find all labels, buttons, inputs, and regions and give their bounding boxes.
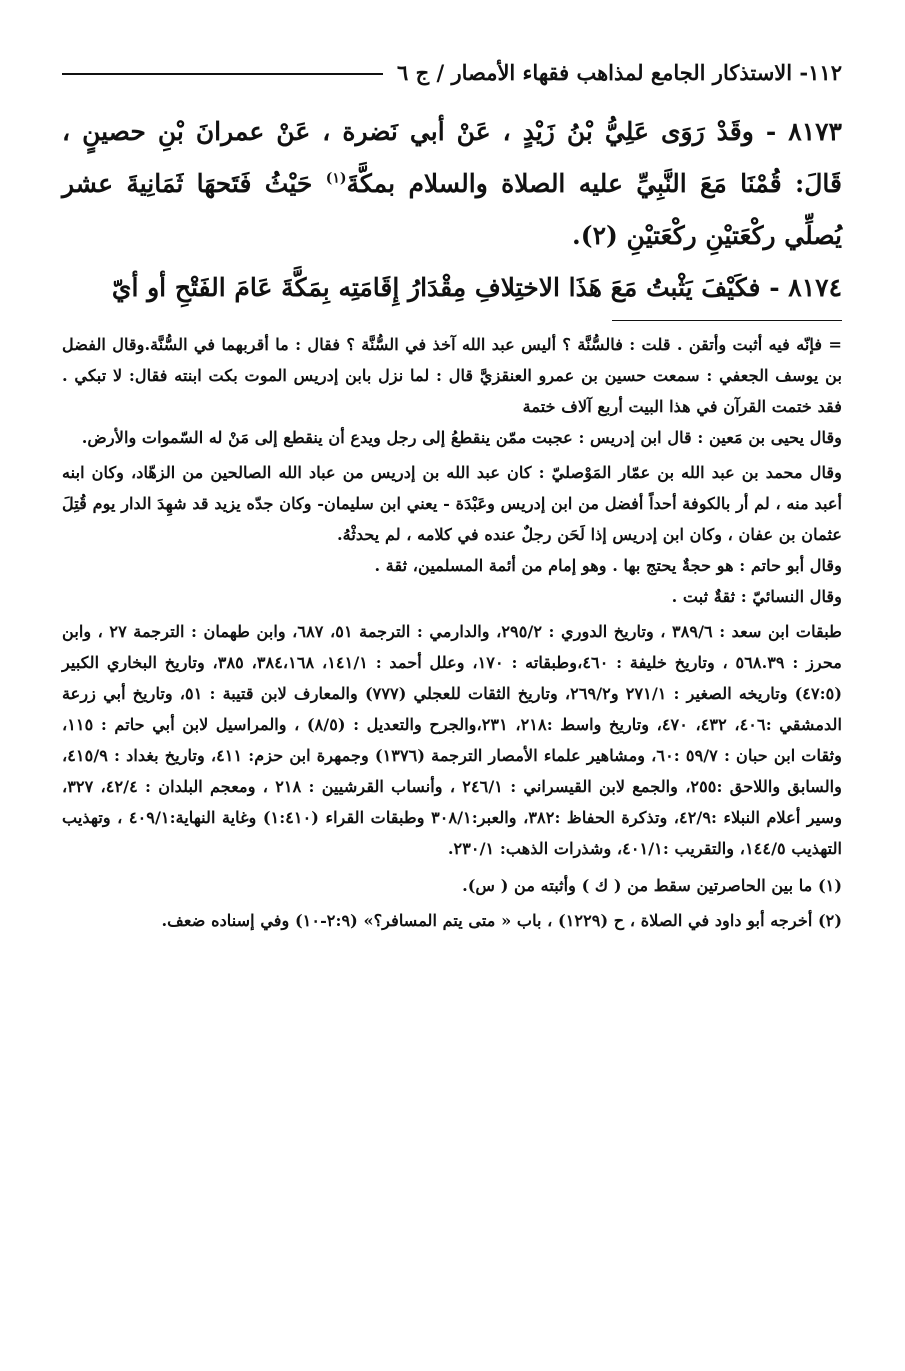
footnote-1: (١) ما بين الحاصرتين سقط من ( ك ) وأثبته من ( س).: [462, 876, 842, 895]
note-paragraph: وقال النسائيّ : ثقةٌ ثبت .: [671, 587, 842, 606]
main-text: [62, 106, 842, 314]
paragraph-text-cont: حَيْثُ فَتَحهَا ثَمَانِيةَ عشر يُصلِّي ركْعَتيْنِ ركْعَتيْنِ (٢).: [62, 169, 842, 250]
footnote-2: (٢) أخرجه أبو داود في الصلاة ، ح (١٢٢٩) ، باب « متى يتم المسافر؟» (٢:٩-١٠) وفي إسناده ضعف.: [161, 911, 842, 930]
header-rule: [62, 73, 383, 75]
footnotes: [62, 870, 842, 936]
paragraph-text: فكَيْفَ يَثْبتُ مَعَ هَذَا الاختِلافِ مِقْدَارُ إِقَامَتِه بِمَكَّةَ عَامَ الفَتْحِ أو أيّ: [111, 273, 761, 302]
note-paragraph: وقال يحيى بن مَعين : قال ابن إدريس : عجبت ممّن ينقطعُ إلى رجل ويدع أن ينقطع إلى مَنْ له السّموات والأرض.: [81, 428, 842, 447]
page-header: [62, 52, 842, 92]
page: [62, 52, 842, 940]
notes-divider: [612, 320, 842, 321]
footnote-ref-1: (١): [325, 170, 347, 187]
sources-paragraph: طبقات ابن سعد : ٣٨٩/٦ ، وتاريخ الدوري : ٢٩٥/٢، والدارمي : الترجمة ٥١، ٦٨٧، وابن طهمان : الترجمة ٢٧ ، وابن محرز : ٥٦٨.٣٩ ، وتاريخ خليفة : ٤٦٠،وطبقاته : ١٧٠، وعلل أحمد : ١٤١/١، ٣٨٤،١٦٨، ٣٨٥، وتاريخ البخاري الكبير (٤٧:٥) وتاريخه الصغير : ٢٧١/١ و٢٦٩/٢، وتاريخ الثقات للعجلي (٧٧٧) والمعارف لابن قتيبة : ٥١، وتاريخ أبي زرعة الدمشقي :٤٠٦، ٤٣٢، ٤٧٠، وتاريخ واسط :٢١٨، ٢٣١،والجرح والتعديل : (٨/٥) ، والمراسيل لابن أبي حاتم : ١١٥، وثقات ابن حبان : ٥٩/٧ :٦٠، ومشاهير علماء الأمصار الترجمة (١٣٧٦) وجمهرة ابن حزم: ٤١١، وتاريخ بغداد : ٤١٥/٩، والسابق واللاحق :٢٥٥، والجمع لابن القيسراني : ٢٤٦/١ ، وأنساب القرشيين : ٢١٨ ، ومعجم البلدان : ٤٢/٤، ٣٢٧، وسير أعلام النبلاء :٤٢/٩، وتذكرة الحفاظ :٣٨٢، والعبر:٣٠٨/١ وطبقات القراء (١:٤١٠) وغاية النهاية:٤٠٩/١ ، وتهذيب التهذيب ١٤٤/٥، والتقريب :٤٠١/١، وشذرات الذهب: ٢٣٠/١.: [62, 622, 843, 858]
paragraph-number: ٨١٧٤ -: [769, 273, 842, 302]
note-paragraph: وقال محمد بن عبد الله بن عمّار المَوْصليّ : كان عبد الله بن إدريس من عباد الله الصالحين من الزهّاد، وكان ابنه أعبد منه ، لم أر بالكوفة أحداً أفضل من ابن إدريس وعَبْدَة - يعني ابن سليمان- وكان جدّه يزيد قد شهِدَ الدار يوم قُتِلَ عثمان بن عفان ، وكان ابن إدريس إذا لَحَن رجلٌ عنده في كلامه ، لم يحدثْهُ.: [62, 463, 842, 544]
paragraph-text: وقَدْ رَوَى عَلِيُّ بْنُ زَيْدٍ ، عَنْ أبي نَضرة ، عَنْ عمرانَ بْنِ حصينٍ ، قَالَ: قُمْنَا مَعَ النَّبِيِّ عليه الصلاة والسلام بمكَّةَ: [62, 117, 842, 198]
notes-section: [62, 329, 842, 864]
paragraph-number: ٨١٧٣ -: [765, 117, 842, 146]
paragraph-8173: [62, 106, 842, 262]
running-title: ١١٢- الاستذكار الجامع لمذاهب فقهاء الأمصار / ج ٦: [397, 59, 842, 85]
paragraph-8174: [62, 262, 842, 314]
note-paragraph: وقال أبو حاتم : هو حجةٌ يحتج بها . وهو إمام من أئمة المسلمين، ثقة .: [374, 556, 842, 575]
note-paragraph: = فإنّه فيه أثبت وأتقن . قلت : فالسُّنَّة ؟ أليس عبد الله آخذ في السُّنَّة ؟ فقال : ما أقربهما في السُّنَّة.وقال الفضل بن يوسف الجعفي : سمعت حسين بن عمرو العنقزيَّ قال : لما نزل بابن إدريس الموت بكت ابنته فقال: لا تبكي . فقد ختمت القرآن في هذا البيت أربع آلاف ختمة: [62, 335, 842, 416]
